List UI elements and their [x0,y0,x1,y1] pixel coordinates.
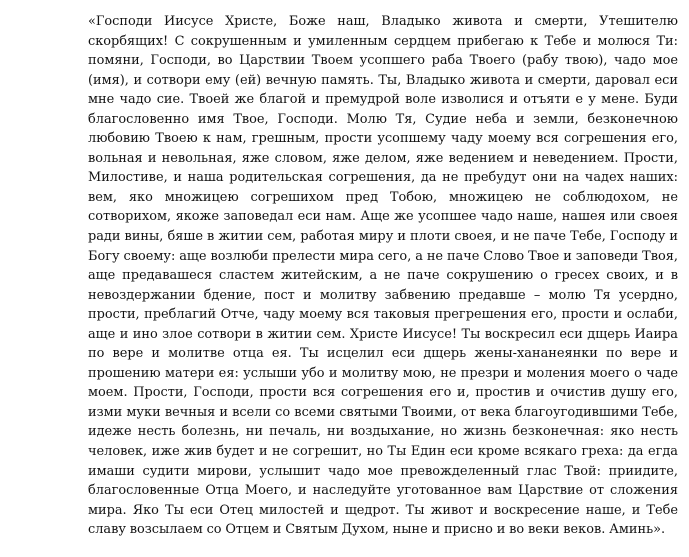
document-page [88,12,678,540]
prayer-paragraph: «Господи Иисусе Христе, Боже наш, Владыко живота и смерти, Утешителю скорбящих! С сокрушенным и умиленным сердцем прибегаю к Тебе и молюся Ти: помяни, Господи, во Царствии Твоем усопшего раба Твоего (рабу твою), чадо мое (имя), и сотвори ему (ей) вечную память. Ты, Владыко живота и смерти, даровал еси мне чадо сие. Твоей же благой и премудрой воле изволися и отъяти е у мене. Буди благословенно имя Твое, Господи. Молю Тя, Судие неба и земли, безконечною любовию Твоею к нам, грешным, прости усопшему чаду моему вся согрешения его, вольная и невольная, яже словом, яже делом, яже ведением и неведением. Прости, Милостиве, и наша родительская согрешения, да не пребудут они на чадех наших: вем, яко множицею согрешихом пред Тобою, множицею не соблюдохом, не сотворихом, якоже заповедал еси нам. Аще же усопшее чадо наше, нашея или своея ради вины, бяше в житии сем, работая миру и плоти своея, и не паче Тебе, Господу и Богу своему: аще возлюби прелести мира сего, а не паче Слово Твое и заповеди Твоя, аще предавашеся сластем житейским, а не паче сокрушению о гресех своих, и в невоздержании бдение, пост и молитву забвению предавше – молю Тя усердно, прости, преблагий Отче, чаду моему вся таковыя прегрешения его, прости и ослаби, аще и ино злое сотвори в житии сем. Христе Иисусе! Ты воскресил еси дщерь Иаира по вере и молитве отца ея. Ты исцелил еси дщерь жены-хананеянки по вере и прошению матери ея: услыши убо и молитву мою, не презри и моления моего о чаде моем. Прости, Господи, прости вся согрешения его и, простив и очистив душу его, изми муки вечныя и всели со всеми святыми Твоими, от века благоугодившими Тебе, идеже несть болезнь, ни печаль, ни воздыхание, но жизнь безконечная: яко несть человек, иже жив будет и не согрешит, но Ты Един еси кроме всякаго греха: да егда имаши судити мирови, услышит чадо мое превожделенный глас Твой: приидите, благословенные Отца Моего, и наследуйте уготованное вам Царствие от сложения мира. Яко Ты еси Отец милостей и щедрот. Ты живот и воскресение наше, и Тебе славу возсылаем со Отцем и Святым Духом, ныне и присно и во веки веков. Аминь». [88,14,678,538]
